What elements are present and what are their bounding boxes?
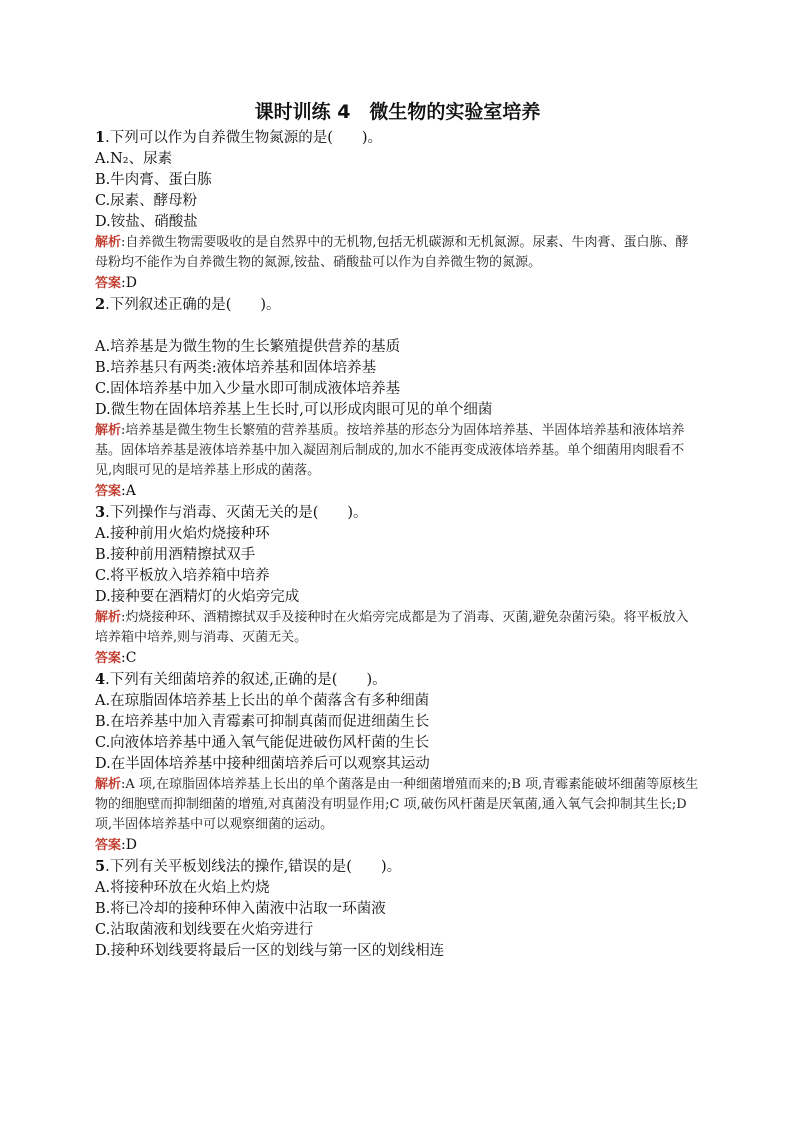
option-b: B.接种前用酒精擦拭双手 xyxy=(95,547,256,563)
option-c: C.尿素、酵母粉 xyxy=(95,193,198,209)
option-c: C.将平板放入培养箱中培养 xyxy=(95,568,270,584)
document-page xyxy=(95,100,700,962)
question-stem: .下列可以作为自养微生物氮源的是( )。 xyxy=(105,130,383,146)
option-b: B.牛肉膏、蛋白胨 xyxy=(95,172,212,188)
explanation-text: :灼烧接种环、酒精擦拭双手及接种时在火焰旁完成都是为了消毒、灭菌,避免杂菌污染。将平板放入培养箱中培养,则与消毒、灭菌无关。 xyxy=(95,610,689,645)
answer-label: 答案 xyxy=(95,651,122,666)
explanation-text: :自养微生物需要吸收的是自然界中的无机物,包括无机碳源和无机氮源。尿素、牛肉膏、蛋白胨、酵母粉均不能作为自养微生物的氮源,铵盐、硝酸盐可以作为自养微生物的氮源。 xyxy=(95,235,689,270)
option-d: D.铵盐、硝酸盐 xyxy=(95,214,198,230)
answer-text: :D xyxy=(121,837,137,853)
explanation-text: :A 项,在琼脂固体培养基上长出的单个菌落是由一种细菌增殖而来的;B 项,青霉素能破坏细菌等原核生物的细胞壁而抑制细菌的增殖,对真菌没有明显作用;C 项,破伤风杆菌是厌氧菌,通入氧气会抑制其生长;D 项,半固体培养基中可以观察细菌的运动。 xyxy=(95,777,699,832)
answer-text: :A xyxy=(121,483,136,499)
question-number: 4 xyxy=(95,671,106,688)
explanation xyxy=(95,608,700,648)
question-number: 2 xyxy=(95,296,106,313)
question-number: 3 xyxy=(95,504,106,521)
explanation xyxy=(95,421,700,481)
answer xyxy=(95,273,700,294)
option-c: C.向液体培养基中通入氧气能促进破伤风杆菌的生长 xyxy=(95,735,430,751)
option-d: D.接种环划线要将最后一区的划线与第一区的划线相连 xyxy=(95,943,445,959)
question-stem: .下列操作与消毒、灭菌无关的是( )。 xyxy=(105,505,368,521)
question-stem: .下列有关平板划线法的操作,错误的是( )。 xyxy=(105,859,402,875)
explanation-text: :培养基是微生物生长繁殖的营养基质。按培养基的形态分为固体培养基、半固体培养基和液体培养基。固体培养基是液体培养基中加入凝固剂后制成的,加水不能再变成液体培养基。单个细菌用肉眼看不见,肉眼可见的是培养基上形成的菌落。 xyxy=(95,423,685,478)
option-a: A.接种前用火焰灼烧接种环 xyxy=(95,526,270,542)
answer xyxy=(95,835,700,856)
option-c: C.沾取菌液和划线要在火焰旁进行 xyxy=(95,922,314,938)
question-number: 5 xyxy=(95,858,106,875)
question-1 xyxy=(95,127,700,149)
question-5 xyxy=(95,856,700,878)
option-d: D.在半固体培养基中接种细菌培养后可以观察其运动 xyxy=(95,756,430,772)
answer-text: :D xyxy=(121,275,137,291)
page-title: 课时训练 4 微生物的实验室培养 xyxy=(254,101,541,123)
blank-line xyxy=(95,316,700,337)
answer-text: :C xyxy=(121,650,137,666)
option-a: A.培养基是为微生物的生长繁殖提供营养的基质 xyxy=(95,339,401,355)
answer-label: 答案 xyxy=(95,484,122,499)
question-4 xyxy=(95,669,700,691)
option-a: A.在琼脂固体培养基上长出的单个菌落含有多种细菌 xyxy=(95,693,430,709)
question-stem: .下列叙述正确的是( )。 xyxy=(105,297,281,313)
option-b: B.在培养基中加入青霉素可抑制真菌而促进细菌生长 xyxy=(95,714,430,730)
option-b: B.培养基只有两类:液体培养基和固体培养基 xyxy=(95,360,377,376)
answer-label: 答案 xyxy=(95,276,122,291)
answer-label: 答案 xyxy=(95,838,122,853)
question-stem: .下列有关细菌培养的叙述,正确的是( )。 xyxy=(105,672,387,688)
explanation-label: 解析 xyxy=(95,777,122,792)
explanation-label: 解析 xyxy=(95,610,122,625)
answer xyxy=(95,481,700,502)
explanation xyxy=(95,233,700,273)
option-d: D.接种要在酒精灯的火焰旁完成 xyxy=(95,589,300,605)
explanation xyxy=(95,775,700,835)
option-a: A.将接种环放在火焰上灼烧 xyxy=(95,880,270,896)
question-2 xyxy=(95,294,700,316)
option-c: C.固体培养基中加入少量水即可制成液体培养基 xyxy=(95,381,401,397)
question-3 xyxy=(95,502,700,524)
option-b: B.将已冷却的接种环伸入菌液中沾取一环菌液 xyxy=(95,901,386,917)
option-a: A.N₂、尿素 xyxy=(95,151,173,167)
explanation-label: 解析 xyxy=(95,235,122,250)
answer xyxy=(95,648,700,669)
explanation-label: 解析 xyxy=(95,423,122,438)
question-number: 1 xyxy=(95,129,106,146)
option-d: D.微生物在固体培养基上生长时,可以形成肉眼可见的单个细菌 xyxy=(95,402,493,418)
